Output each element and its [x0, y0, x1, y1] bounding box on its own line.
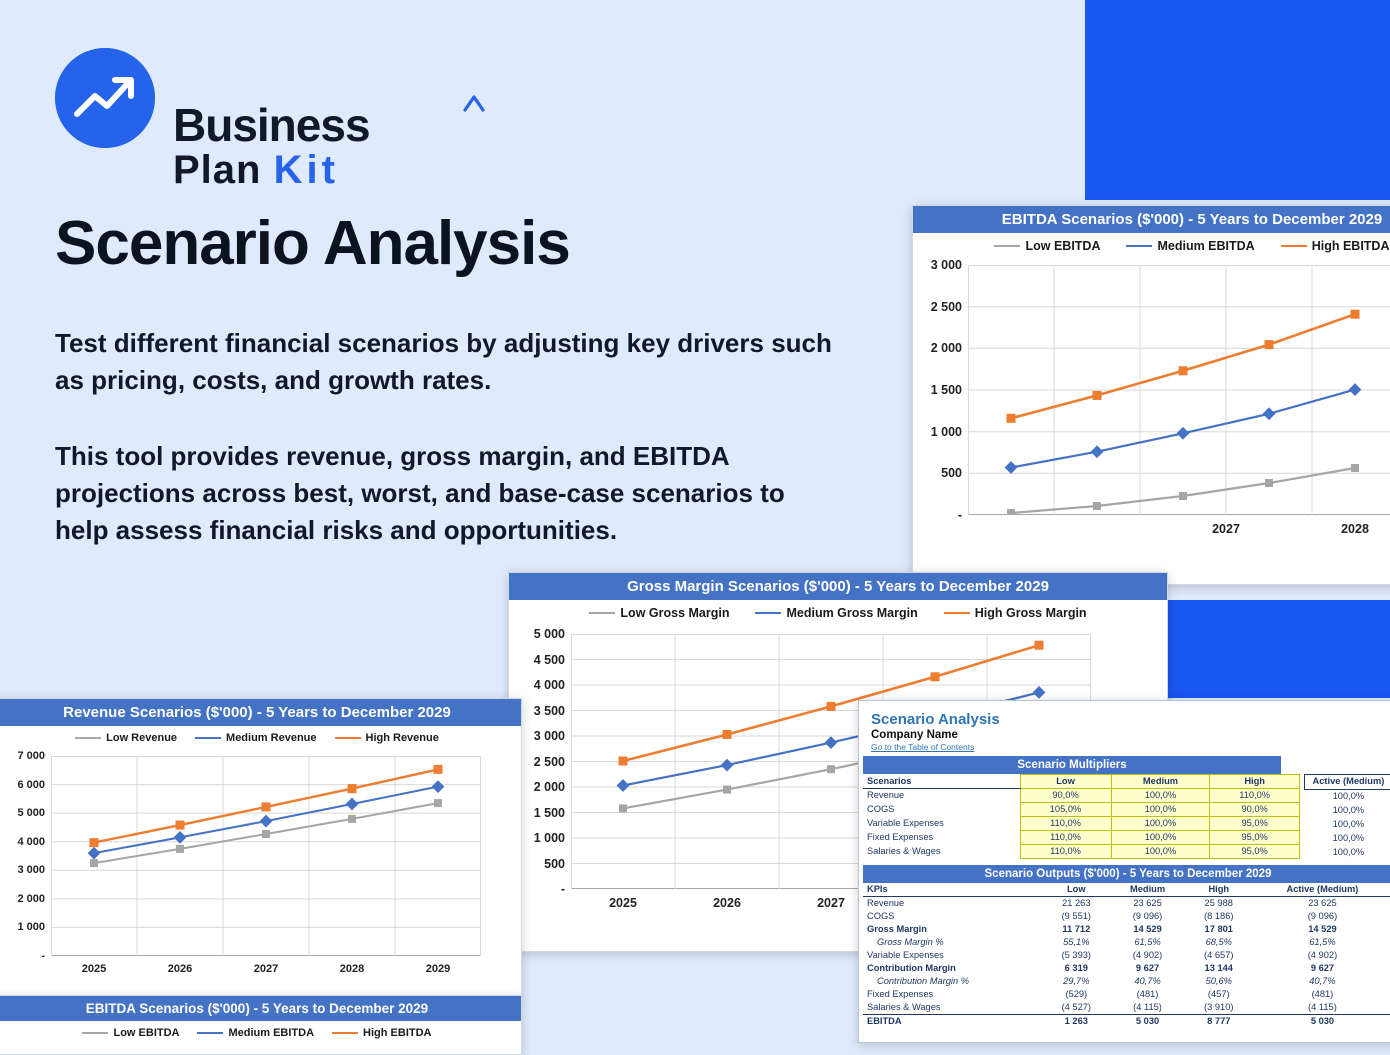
legend-item-low: [994, 239, 1100, 253]
col-header-active: Active (Medium): [1252, 883, 1390, 897]
cell-medium: 40,7%: [1134, 976, 1161, 986]
cell-medium: 23 625: [1133, 898, 1162, 908]
cell-active: 23 625: [1308, 898, 1337, 908]
hero-paragraph-1: Test different financial scenarios by adjusting key drivers such as pricing, costs, and growth rates.: [55, 328, 832, 395]
chart-legend-ebitda-bottom: [0, 1021, 521, 1041]
cell-active: (4 902): [1307, 950, 1338, 960]
legend-item-low: [589, 606, 729, 620]
x-tick: 2027: [1212, 522, 1240, 536]
legend-item-high: [944, 606, 1087, 620]
table-row: [863, 910, 1390, 923]
decorative-block-middle-right: [1168, 600, 1390, 698]
col-header-medium: Medium: [1109, 883, 1185, 897]
y-tick: 3 000: [17, 864, 45, 877]
legend-item-medium: [1126, 239, 1254, 253]
col-header-active: Active (Medium): [1304, 775, 1390, 790]
cell-high: 68,5%: [1205, 937, 1232, 947]
legend-label-medium: Medium Gross Margin: [786, 606, 918, 620]
legend-label-low: Low EBITDA: [1025, 239, 1101, 253]
chart-svg-revenue: [51, 756, 481, 956]
y-tick: 3 500: [533, 703, 565, 718]
y-tick: 1 000: [17, 921, 45, 934]
legend-label-high: High Gross Margin: [974, 606, 1087, 620]
brand-name-line1: Business: [173, 99, 370, 151]
col-header-high: High: [1186, 883, 1252, 897]
y-tick: -: [41, 950, 45, 962]
cell-low[interactable]: 105,0%: [1020, 803, 1111, 817]
row-label: Gross Margin: [867, 924, 927, 934]
cell-high[interactable]: 110,0%: [1210, 789, 1299, 803]
legend-marker-medium: [755, 612, 781, 614]
cell-high: 25 988: [1204, 898, 1233, 908]
y-tick: 1 000: [533, 831, 565, 845]
x-tick: 2029: [425, 963, 451, 975]
row-label: Fixed Expenses: [867, 832, 934, 842]
legend-marker-high: [332, 1032, 358, 1034]
y-tick: 2 000: [930, 341, 962, 356]
legend-marker-medium: [197, 1032, 223, 1034]
row-label: Contribution Margin %: [877, 976, 969, 986]
chart-plot-revenue: [17, 750, 481, 975]
table-row[interactable]: [863, 789, 1299, 803]
table-row: [863, 975, 1390, 988]
chart-title-revenue: Revenue Scenarios ($'000) - 5 Years to December 2029: [0, 699, 521, 726]
brand-name-line2-plan: Plan: [173, 148, 262, 192]
cell-low[interactable]: 110,0%: [1020, 817, 1111, 831]
cell-low[interactable]: 110,0%: [1020, 845, 1111, 859]
cell-high[interactable]: 90,0%: [1210, 803, 1299, 817]
table-row[interactable]: [863, 803, 1299, 817]
legend-marker-medium: [195, 737, 221, 739]
chart-legend-gross-margin: [509, 600, 1167, 622]
x-tick: 2027: [253, 963, 279, 975]
table-row: [863, 897, 1390, 911]
chart-card-ebitda-bottom: [0, 995, 522, 1055]
legend-marker-high: [1281, 245, 1307, 247]
x-tick: 2026: [713, 896, 741, 910]
cell-active: 40,7%: [1309, 976, 1336, 986]
cell-active: 5 030: [1310, 1016, 1335, 1026]
chart-card-revenue: [0, 698, 522, 998]
cell-high: (8 186): [1204, 911, 1234, 921]
outputs-table: [863, 883, 1390, 1028]
cell-active: 14 529: [1308, 924, 1337, 934]
cell-active: 100,0%: [1304, 804, 1390, 818]
col-header-medium: Medium: [1111, 775, 1210, 789]
multipliers-band-title: Scenario Multipliers: [863, 756, 1281, 774]
row-label: COGS: [867, 911, 895, 921]
cell-high: (457): [1207, 989, 1230, 999]
cell-medium: (4 902): [1132, 950, 1163, 960]
legend-item-low: [75, 732, 177, 744]
x-tick: 2028: [1341, 522, 1369, 536]
cell-low: (529): [1065, 989, 1088, 999]
cell-low: (4 527): [1043, 1001, 1109, 1015]
table-row[interactable]: [863, 817, 1299, 831]
cell-low[interactable]: 90,0%: [1020, 789, 1111, 803]
table-row: [863, 936, 1390, 949]
cell-low: 21 263: [1062, 898, 1091, 908]
cell-medium: 9 627: [1135, 963, 1160, 973]
brand-logo: [55, 48, 475, 192]
legend-item-medium: [197, 1027, 314, 1039]
legend-marker-low: [82, 1032, 108, 1034]
scenario-analysis-spreadsheet[interactable]: [858, 700, 1390, 1043]
row-label: Gross Margin %: [877, 937, 944, 947]
legend-label-high: High EBITDA: [1311, 239, 1390, 253]
cell-medium: (481): [1136, 989, 1159, 999]
cell-active: (481): [1311, 989, 1334, 999]
cell-active: 100,0%: [1304, 831, 1390, 845]
row-label: Salaries & Wages: [867, 846, 941, 856]
table-row: [863, 1001, 1390, 1015]
cell-high[interactable]: 95,0%: [1210, 817, 1299, 831]
table-of-contents-link[interactable]: Go to the Table of Contents: [871, 742, 975, 752]
cell-medium: 5 030: [1135, 1016, 1160, 1026]
y-tick: 2 500: [533, 754, 565, 769]
x-tick: 2025: [81, 963, 107, 975]
legend-item-low: [82, 1027, 179, 1039]
chart-legend-ebitda-top: [913, 233, 1390, 255]
growth-arrow-icon: [55, 48, 155, 148]
row-label: Revenue: [867, 898, 905, 908]
chart-svg-ebitda-top: [968, 265, 1390, 515]
cell-low: 55,1%: [1063, 937, 1090, 947]
legend-marker-low: [75, 737, 101, 739]
legend-item-high: [332, 1027, 431, 1039]
cell-low: 11 712: [1062, 924, 1091, 934]
y-tick: 3 000: [930, 258, 962, 272]
legend-label-low: Low Gross Margin: [620, 606, 730, 620]
row-label: Revenue: [867, 790, 905, 801]
hero-paragraph-2: This tool provides revenue, gross margin, and EBITDA projections across best, worst, and base-case scenarios to help assess financial risks and opportunities.: [55, 441, 785, 545]
row-label: COGS: [867, 804, 895, 814]
y-tick: 2 000: [533, 780, 565, 794]
legend-label-low: Low Revenue: [106, 732, 178, 744]
y-tick: 7 000: [17, 750, 45, 762]
legend-item-medium: [195, 732, 316, 744]
table-row: [863, 923, 1390, 936]
legend-item-high: [1281, 239, 1390, 253]
chart-title-ebitda-bottom: EBITDA Scenarios ($'000) - 5 Years to December 2029: [0, 996, 521, 1021]
row-label: Contribution Margin: [867, 963, 956, 973]
y-tick: 4 000: [17, 835, 45, 848]
cell-medium[interactable]: 100,0%: [1111, 817, 1210, 831]
y-tick: -: [957, 508, 962, 522]
cell-high[interactable]: 95,0%: [1210, 845, 1299, 859]
x-tick: 2027: [817, 896, 845, 910]
y-tick: 2 500: [930, 299, 962, 314]
legend-label-medium: Medium EBITDA: [1157, 239, 1255, 253]
x-tick: 2026: [167, 963, 193, 975]
table-row: [863, 962, 1390, 975]
row-label: Variable Expenses: [867, 818, 944, 828]
legend-marker-low: [589, 612, 615, 614]
outputs-band-title: Scenario Outputs ($'000) - 5 Years to December 2029: [863, 865, 1390, 883]
brand-name-line2-kit: Kit: [273, 148, 339, 192]
cell-high[interactable]: 95,0%: [1210, 831, 1299, 845]
sheet-company-name: Company Name: [871, 729, 958, 741]
table-header-row: [863, 883, 1390, 897]
col-header-low: Low: [1043, 883, 1109, 897]
cell-low: (9 551): [1061, 911, 1092, 921]
cell-high: 8 777: [1207, 1016, 1231, 1026]
multipliers-active-column: [1304, 774, 1390, 859]
legend-marker-high: [335, 737, 361, 739]
legend-label-low: Low EBITDA: [113, 1027, 180, 1039]
y-tick: 1 500: [533, 805, 565, 820]
multipliers-table[interactable]: [863, 774, 1300, 859]
cell-active: 100,0%: [1304, 845, 1390, 859]
table-header-row: [863, 775, 1299, 789]
cell-low: 1 263: [1064, 1016, 1088, 1026]
col-header-kpis: KPIs: [863, 883, 1043, 897]
row-label: Salaries & Wages: [863, 1001, 1043, 1015]
table-row: [863, 988, 1390, 1001]
cell-high: 50,6%: [1205, 976, 1232, 986]
legend-marker-high: [944, 612, 970, 614]
y-tick: 4 000: [533, 678, 565, 692]
y-tick: 5 000: [533, 627, 565, 641]
cell-active: (4 115): [1252, 1001, 1390, 1015]
cell-medium[interactable]: 100,0%: [1111, 789, 1210, 803]
legend-label-medium: Medium EBITDA: [228, 1027, 315, 1039]
cell-low: (5 393): [1061, 950, 1092, 960]
legend-label-high: High Revenue: [365, 732, 439, 744]
legend-marker-medium: [1126, 245, 1152, 247]
y-tick: 1 000: [930, 424, 962, 439]
row-label: EBITDA: [867, 1016, 902, 1026]
legend-label-medium: Medium Revenue: [226, 732, 317, 744]
cell-medium: 14 529: [1133, 924, 1162, 934]
x-tick: 2025: [609, 896, 637, 910]
y-tick: 5 000: [17, 807, 45, 820]
cell-medium: (9 096): [1132, 911, 1163, 921]
y-tick: 6 000: [17, 778, 45, 791]
col-header-low: Low: [1020, 775, 1111, 789]
col-header-high: High: [1210, 775, 1299, 789]
chart-card-ebitda-top: [912, 205, 1390, 585]
y-tick: 500: [544, 856, 565, 871]
row-label: Variable Expenses: [867, 950, 944, 960]
table-row[interactable]: [863, 845, 1299, 859]
chart-title-ebitda-top: EBITDA Scenarios ($'000) - 5 Years to December 2029: [913, 206, 1390, 233]
y-tick: 500: [941, 466, 962, 481]
chart-legend-revenue: [0, 726, 521, 746]
cell-low[interactable]: 110,0%: [1020, 831, 1111, 845]
cell-active: (9 096): [1307, 911, 1338, 921]
table-row: [863, 1015, 1390, 1029]
x-tick: 2028: [339, 963, 365, 975]
cell-active: 61,5%: [1309, 937, 1336, 947]
table-row[interactable]: [863, 831, 1299, 845]
sheet-title: Scenario Analysis: [871, 711, 1000, 728]
cell-high: (4 657): [1204, 950, 1234, 960]
y-tick: 3 000: [533, 729, 565, 743]
cell-medium[interactable]: 100,0%: [1111, 845, 1210, 859]
cell-high: 13 144: [1204, 963, 1233, 973]
cell-medium[interactable]: 100,0%: [1111, 831, 1210, 845]
y-tick: 1 500: [930, 383, 962, 397]
cell-active: 9 627: [1310, 963, 1335, 973]
y-tick: -: [560, 882, 565, 896]
cell-medium: (4 115): [1109, 1001, 1185, 1015]
legend-label-high: High EBITDA: [363, 1027, 432, 1039]
cell-active: 100,0%: [1304, 818, 1390, 832]
accent-chevron-icon: [463, 94, 485, 112]
legend-item-high: [335, 732, 439, 744]
legend-marker-low: [994, 245, 1020, 247]
table-row: [863, 949, 1390, 962]
cell-medium[interactable]: 100,0%: [1111, 803, 1210, 817]
y-tick: 2 000: [17, 892, 45, 905]
chart-plot-ebitda-top: [930, 258, 1390, 536]
legend-item-medium: [755, 606, 917, 620]
chart-title-gross-margin: Gross Margin Scenarios ($'000) - 5 Years to December 2029: [509, 573, 1167, 600]
cell-low: 29,7%: [1063, 976, 1090, 986]
cell-low: 6 319: [1064, 963, 1088, 973]
row-label: Fixed Expenses: [867, 989, 934, 999]
cell-medium: 61,5%: [1134, 937, 1161, 947]
decorative-block-top-right: [1085, 0, 1390, 200]
col-header-scenarios: Scenarios: [863, 775, 1020, 789]
y-tick: 4 500: [533, 652, 565, 667]
cell-active: 100,0%: [1304, 789, 1390, 803]
page-title: Scenario Analysis: [55, 209, 570, 278]
cell-high: 17 801: [1204, 924, 1233, 934]
cell-high: (3 910): [1186, 1001, 1252, 1015]
